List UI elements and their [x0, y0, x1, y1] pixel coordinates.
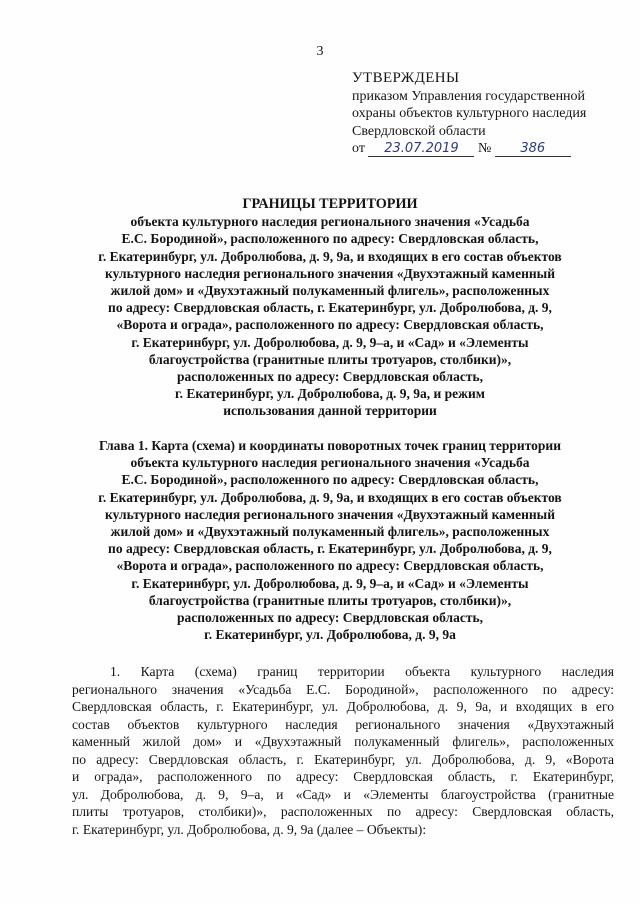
chapter-line: культурного наследия регионального значения «Двухэтажный каменный — [105, 506, 555, 522]
title-line: объекта культурного наследия регионального значения «Усадьба — [130, 214, 530, 230]
paragraph-line: регионального значения «Усадьба Е.С. Бородиной», расположенного по адресу: — [72, 681, 614, 697]
chapter-line: благоустройства (гранитные плиты тротуаров, столбики)», — [148, 592, 512, 608]
paragraph-line: каменный жилой дом» и «Двухэтажный полукаменный флигель», расположенных — [72, 734, 614, 749]
chapter-line: жилой дом» и «Двухэтажный полукаменный флигель», расположенных — [110, 524, 550, 540]
paragraph-line: Свердловская область, г. Екатеринбург, ул. Добролюбова, д. 9, 9а, и входящих в его — [72, 699, 614, 714]
paragraph-line: по адресу: Свердловская область, г. Екатеринбург, ул. Добролюбова, д. 9, «Ворота — [72, 751, 614, 767]
chapter-line: объекта культурного наследия регионального значения «Усадьба — [130, 455, 530, 471]
chapter-line: по адресу: Свердловская область, г. Екатеринбург, ул. Добролюбова, д. 9, — [108, 541, 552, 557]
paragraph-line: 1. Карта (схема) границ территории объекта культурного наследия — [110, 664, 614, 679]
title-line: г. Екатеринбург, ул. Добролюбова, д. 9, 9–а, и «Сад» и «Элементы — [131, 334, 529, 350]
title-line: жилой дом» и «Двухэтажный полукаменный флигель», расположенных — [110, 283, 550, 299]
page-number: 3 — [316, 44, 324, 59]
territory-title-block — [60, 196, 600, 420]
paragraph-1 — [72, 663, 614, 838]
paragraph-line: и ограда», расположенного по адресу: Свердловская область, г. Екатеринбург, — [72, 769, 614, 784]
title-line: г. Екатеринбург, ул. Добролюбова, д. 9, 9а, и режим — [175, 386, 485, 402]
number-prefix: № — [477, 141, 492, 156]
approval-line: Свердловской области — [352, 123, 486, 139]
title-line: г. Екатеринбург, ул. Добролюбова, д. 9, 9а, и входящих в его состав объектов — [98, 248, 562, 264]
title-line: расположенных по адресу: Свердловская область, — [176, 369, 484, 385]
title-line: «Ворота и ограда», расположенного по адресу: Свердловская область, — [116, 317, 544, 333]
document-title: ГРАНИЦЫ ТЕРРИТОРИИ — [242, 196, 418, 212]
chapter-line: «Ворота и ограда», расположенного по адресу: Свердловская область, — [116, 558, 544, 574]
chapter-line: г. Екатеринбург, ул. Добролюбова, д. 9, 9–а, и «Сад» и «Элементы — [131, 575, 529, 591]
paragraph-line: плиты тротуаров, столбики)», расположенных по адресу: Свердловская область, — [72, 804, 614, 819]
title-line: благоустройства (гранитные плиты тротуаров, столбики)», — [148, 351, 512, 367]
chapter-line: Е.С. Бородиной», расположенного по адресу: Свердловская область, — [121, 472, 539, 488]
date-prefix: от — [352, 141, 365, 156]
paragraph-line: ул. Добролюбова, д. 9, 9–а, и «Сад» и «Элементы благоустройства (гранитные — [72, 786, 614, 802]
title-line: Е.С. Бородиной», расположенного по адресу: Свердловская область, — [121, 231, 539, 247]
chapter-heading-block — [60, 437, 600, 643]
title-line: по адресу: Свердловская область, г. Екатеринбург, ул. Добролюбова, д. 9, — [108, 300, 552, 316]
chapter-line: расположенных по адресу: Свердловская область, — [176, 610, 484, 626]
chapter-title: Глава 1. Карта (схема) и координаты поворотных точек границ территории — [99, 438, 561, 453]
title-line: использования данной территории — [223, 403, 437, 419]
paragraph-line: г. Екатеринбург, ул. Добролюбова, д. 9, 9а (далее – Объекты): — [72, 821, 427, 837]
handwritten-number: 386 — [495, 142, 571, 157]
approval-date-line — [352, 140, 622, 158]
approval-block — [352, 70, 622, 158]
handwritten-date: 23.07.2019 — [368, 142, 474, 157]
approval-line: приказом Управления государственной — [352, 88, 586, 104]
chapter-line: г. Екатеринбург, ул. Добролюбова, д. 9, 9а — [204, 627, 456, 643]
chapter-line: г. Екатеринбург, ул. Добролюбова, д. 9, 9а, и входящих в его состав объектов — [98, 489, 562, 505]
paragraph-line: состав объектов культурного наследия регионального значения «Двухэтажный — [72, 716, 614, 732]
approval-title: УТВЕРЖДЕНЫ — [352, 70, 460, 86]
title-line: культурного наследия регионального значения «Двухэтажный каменный — [105, 265, 555, 281]
approval-line: охраны объектов культурного наследия — [352, 106, 587, 121]
